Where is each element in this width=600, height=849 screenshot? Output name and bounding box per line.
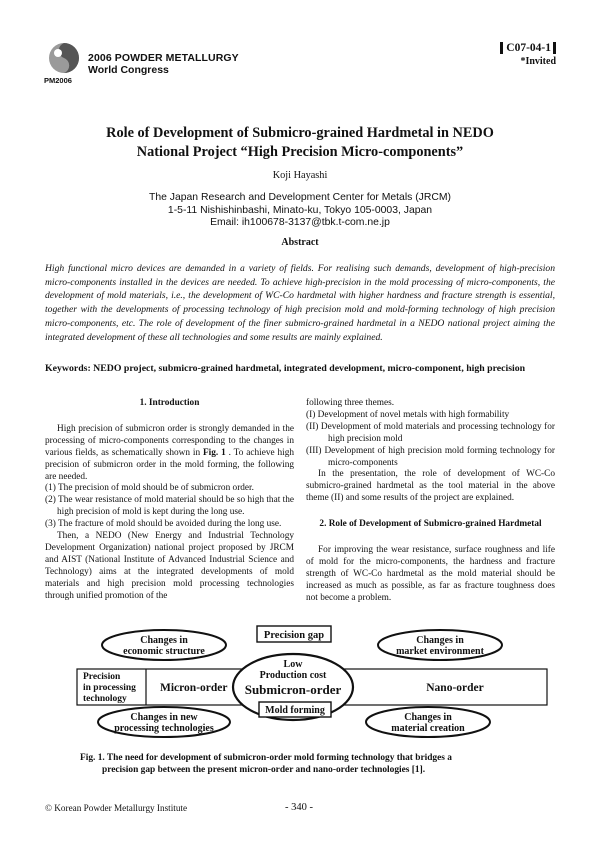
- footer-copyright: © Korean Powder Metallurgy Institute: [45, 803, 188, 813]
- paper-code-text: C07-04-1: [500, 42, 553, 54]
- pm-label: PM2006: [44, 76, 72, 85]
- figure-caption: [80, 752, 530, 776]
- intro-paragraph-1: [45, 424, 294, 484]
- keywords: [45, 363, 555, 374]
- submicron-order-label: Submicron-order: [244, 682, 342, 697]
- figure-1: [45, 622, 555, 740]
- section-2-paragraph: For improving the wear resistance, surface roughness and life of mold for the micro-components, the hardness and fracture strength of WC-Co hardmetal as the mold material should be increased as much as possible, as far as fracture toughness does not become a problem.: [306, 545, 555, 603]
- affiliation-line-1: The Japan Research and Development Center for Metals (JRCM): [148, 192, 452, 203]
- affiliation-email: Email: ih100678-3137@tbk.t-com.ne.jp: [210, 217, 390, 228]
- processing-line-1: Changes in new: [130, 712, 198, 723]
- precision-label-line-3: technology: [83, 694, 127, 704]
- market-line-2: market environment: [396, 646, 484, 657]
- precision-label-line-2: in processing: [83, 683, 136, 693]
- paper-title: [40, 124, 560, 162]
- keywords-label: Keywords: [45, 363, 88, 374]
- conference-name: World Congress: [88, 64, 169, 76]
- mold-forming-label: Mold forming: [265, 705, 325, 716]
- economic-line-2: economic structure: [123, 646, 205, 657]
- right-column: [306, 398, 555, 605]
- caption-line-1: Fig. 1. The need for development of submicron-order mold forming technology that bridges a: [80, 753, 452, 763]
- theme-1: (I) Development of novel metals with high formability: [306, 409, 510, 420]
- micron-order-label: Micron-order: [160, 682, 228, 694]
- author: Koji Hayashi: [272, 170, 328, 181]
- invited-label: *Invited: [520, 56, 556, 67]
- theme-3: (III) Development of high precision mold forming technology for micro-components: [306, 445, 555, 468]
- material-line-1: Changes in: [404, 712, 452, 723]
- requirement-3: (3) The fracture of mold should be avoided during the long use.: [45, 519, 282, 530]
- theme-2: (II) Development of mold materials and processing technology for high precision mold: [306, 421, 555, 444]
- processing-line-2: processing technologies: [114, 723, 214, 734]
- material-line-2: material creation: [391, 723, 465, 734]
- precision-label-line-1: Precision: [83, 672, 121, 682]
- left-column: [45, 398, 294, 603]
- affiliation-line-2: 1-5-11 Nishishinbashi, Minato-ku, Tokyo 105-0003, Japan: [167, 204, 433, 216]
- production-cost-label: Production cost: [259, 670, 327, 681]
- requirement-1: (1) The precision of mold should be of submicron order.: [45, 483, 254, 494]
- section-1-heading: 1. Introduction: [139, 398, 200, 408]
- nano-order-label: Nano-order: [426, 682, 484, 694]
- abstract-heading: Abstract: [281, 237, 319, 248]
- low-label: Low: [283, 659, 303, 670]
- abstract-text: High functional micro devices are demanded in a variety of fields. For realising such demands, development of high-precision micro-components installed in the devices are needed. To achieve high-precision in the mold processing of micro-components, the development of mold materials, i.e., the development of WC-Co hardmetal with higher hardness and fracture strength is essential, together with the developments of processing technology of high precision mold and mold-forming technology of high precision micro-components, etc. The role of development of the finer submicro-grained hardmetal in a NEDO national project aiming the integrated development of these all technologies and some results are mainly explained.: [45, 263, 555, 343]
- conference-year: 2006 POWDER METALLURGY: [88, 52, 239, 64]
- precision-gap-label: Precision gap: [263, 630, 325, 641]
- affiliation: [40, 192, 560, 230]
- caption-line-2: precision gap between the present micron-order and nano-order technologies [1].: [102, 765, 426, 775]
- intro-paragraph-2: Then, a NEDO (New Energy and Industrial Technology Development Organization) national project proposed by JRCM and AIST (National Institute of Advanced Industrial Science and Technology) aims at the integrated developments of mold materials and high precision mold processing technologies through unified promotion of the: [45, 531, 294, 601]
- fig-ref: Fig. 1: [202, 447, 226, 458]
- keywords-text: : NEDO project, submicro-grained hardmetal, integrated development, micro-component, high precision: [87, 363, 526, 374]
- intro-para-a: High precision of submicron order is strongly demanded in the processing of micro-components corresponding to the changes in various fields, as schematically shown in: [45, 423, 294, 458]
- continuation-text: following three themes.: [306, 398, 395, 408]
- title-line-2: National Project “High Precision Micro-components”: [136, 144, 464, 160]
- presentation-paragraph: In the presentation, the role of development of WC-Co submicro-grained hardmetal as the tool material in the above theme (II) and some results of the project are explained.: [306, 469, 555, 504]
- section-2-heading: 2. Role of Development of Submicro-grained Hardmetal: [319, 519, 542, 530]
- economic-line-1: Changes in: [140, 635, 188, 646]
- paper-code: [500, 42, 556, 54]
- title-line-1: Role of Development of Submicro-grained Hardmetal in NEDO: [106, 125, 494, 141]
- requirement-2: (2) The wear resistance of mold material should be so high that the high precision of mold is kept during the long use.: [45, 495, 294, 518]
- market-line-1: Changes in: [416, 635, 464, 646]
- intro-para-b: . To achieve high precision of submicron order in the mold forming, the following are needed.: [45, 447, 295, 482]
- page-number: - 340 -: [285, 802, 313, 813]
